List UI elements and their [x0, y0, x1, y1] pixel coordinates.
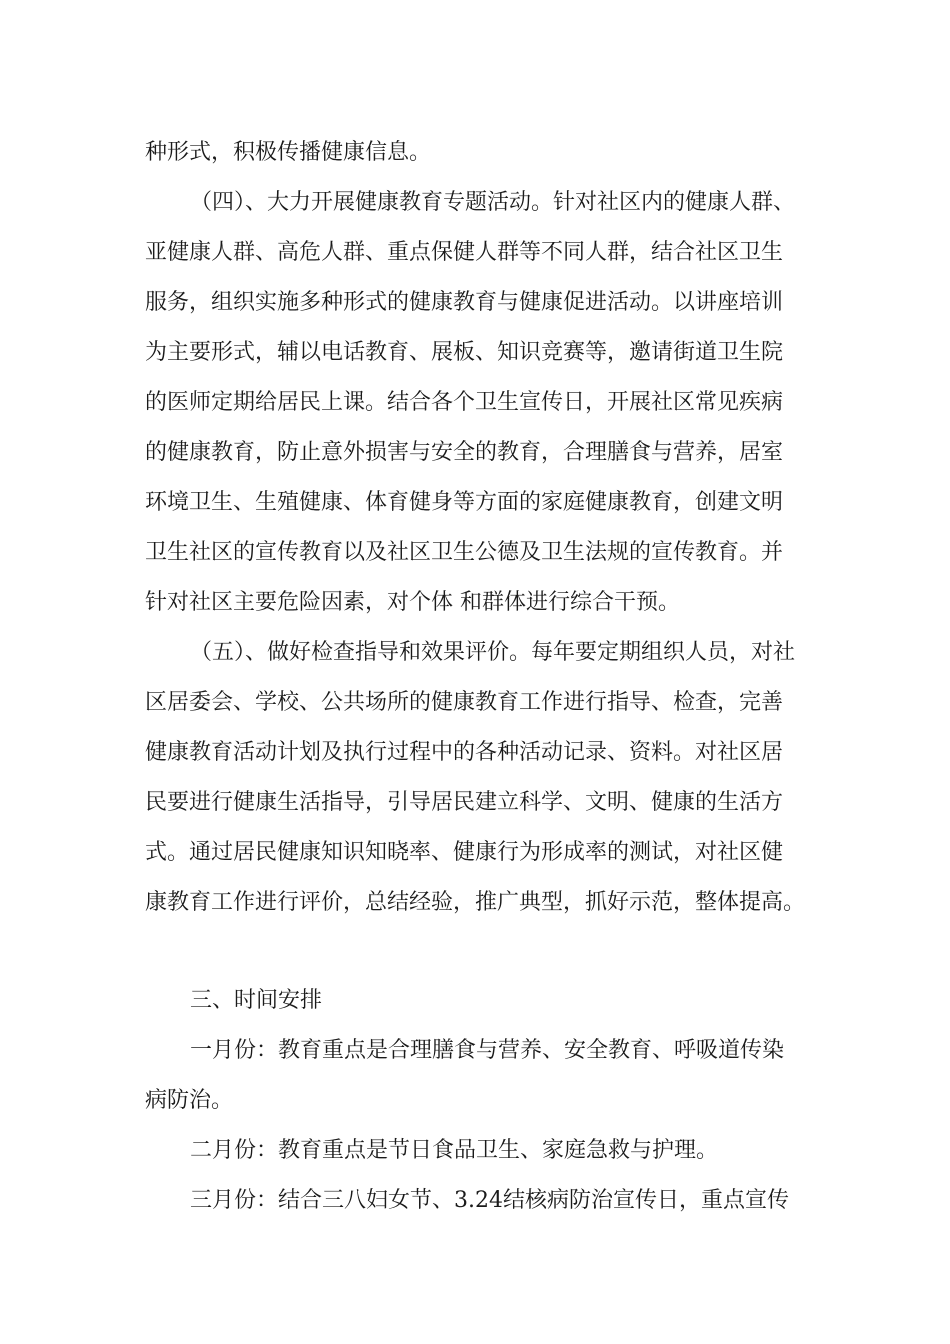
text-line: 种形式，积极传播健康信息。: [145, 140, 432, 165]
january-item: 一月份：教育重点是合理膳食与营养、安全教育、呼吸道传染: [190, 1038, 785, 1063]
text-line: 环境卫生、生殖健康、体育健身等方面的家庭健康教育，创建文明: [145, 490, 784, 515]
text-line: 区居委会、学校、公共场所的健康教育工作进行指导、检查，完善: [145, 690, 784, 715]
text-line: 民要进行健康生活指导，引导居民建立科学、文明、健康的生活方: [145, 790, 784, 815]
text-line: 针对社区主要危险因素，对个体 和群体进行综合干预。: [145, 590, 680, 615]
text-line: 卫生社区的宣传教育以及社区卫生公德及卫生法规的宣传教育。并: [145, 540, 784, 565]
text-line: 的医师定期给居民上课。结合各个卫生宣传日，开展社区常见疾病: [145, 390, 784, 415]
march-item: 三月份：结合三八妇女节、3.24结核病防治宣传日，重点宣传: [190, 1188, 789, 1213]
section-heading-time-schedule: 三、时间安排: [190, 988, 323, 1013]
text-line: 病防治。: [145, 1088, 234, 1113]
text-line: 亚健康人群、高危人群、重点保健人群等不同人群，结合社区卫生: [145, 240, 784, 265]
text-line: 的健康教育，防止意外损害与安全的教育，合理膳食与营养，居室: [145, 440, 784, 465]
text-line: 式。通过居民健康知识知晓率、健康行为形成率的测试，对社区健: [145, 840, 784, 865]
section-four-first-line: （四）、大力开展健康教育专题活动。针对社区内的健康人群、: [190, 190, 796, 215]
february-item: 二月份：教育重点是节日食品卫生、家庭急救与护理。: [190, 1138, 719, 1163]
text-line: 为主要形式，辅以电话教育、展板、知识竞赛等，邀请街道卫生院: [145, 340, 784, 365]
text-line: 服务，组织实施多种形式的健康教育与健康促进活动。以讲座培训: [145, 290, 784, 315]
text-line: 健康教育活动计划及执行过程中的各种活动记录、资料。对社区居: [145, 740, 784, 765]
section-five-first-line: （五）、做好检查指导和效果评价。每年要定期组织人员，对社: [190, 640, 796, 665]
text-line: 康教育工作进行评价，总结经验，推广典型，抓好示范，整体提高。: [145, 890, 806, 915]
